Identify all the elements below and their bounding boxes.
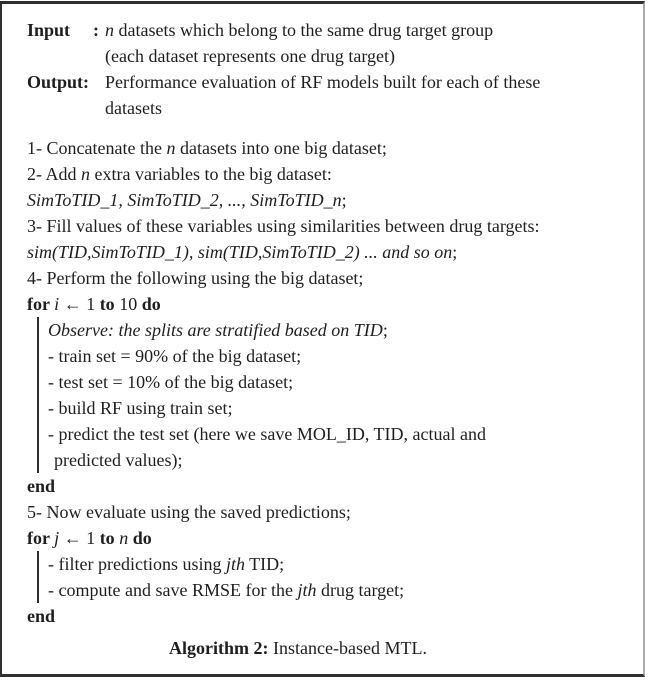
math-var-i: i (54, 294, 60, 314)
semicolon: ; (341, 190, 347, 210)
input-row (27, 17, 637, 43)
loop-limit: 10 (114, 294, 142, 314)
loop1-observe-note (48, 317, 637, 343)
output-text: Performance evaluation of RF models built for each of these (105, 72, 541, 92)
step-2-pre: 2- Add (27, 164, 81, 184)
loop1-predict-continuation: predicted values); (54, 450, 183, 470)
step-2-variables (27, 187, 637, 213)
input-continuation: (each dataset represents one drug target) (105, 46, 396, 66)
filter-post: TID; (244, 554, 285, 574)
step-1-post: datasets into one big dataset; (175, 138, 387, 158)
for-loop-2 (27, 525, 637, 551)
algorithm-box (0, 1, 645, 677)
step-3: 3- Fill values of these variables using similarities between drug targets: (27, 216, 540, 236)
loop2-filter (48, 551, 637, 577)
to-keyword: to (99, 294, 115, 314)
algorithm-caption (27, 635, 637, 661)
output-row (27, 69, 637, 95)
input-colon: : (93, 20, 99, 40)
end-keyword-1: end (27, 476, 56, 496)
step-3-similarities (27, 239, 637, 265)
for-keyword: for (27, 294, 55, 314)
do-keyword: do (132, 528, 152, 548)
sim-functions-math: sim(TID,SimToTID_1), sim(TID,SimToTID_2) ... and so on (27, 242, 453, 262)
math-var-j: j (54, 528, 60, 548)
step-1 (27, 135, 637, 161)
math-var-n: n (81, 164, 90, 184)
for-loop-1-body (37, 317, 637, 473)
loop1-build-rf: - build RF using train set; (48, 398, 233, 418)
compute-post: drug target; (316, 580, 405, 600)
compute-pre: - compute and save RMSE for the (48, 580, 298, 600)
to-keyword: to (99, 528, 115, 548)
math-var-n: n (166, 138, 176, 158)
math-var-jth: jth (297, 580, 317, 600)
step-2-post: extra variables to the big dataset: (90, 164, 332, 184)
loop-range: ← 1 (59, 528, 100, 548)
step-2 (27, 161, 637, 187)
end-keyword-2: end (27, 606, 56, 626)
caption-text: Instance-based MTL. (268, 638, 427, 658)
math-var-n: n (105, 20, 114, 40)
output-continuation: datasets (105, 98, 162, 118)
semicolon: ; (452, 242, 458, 262)
output-keyword: Output: (27, 72, 90, 92)
math-var-jth: jth (225, 554, 245, 574)
observe-note-text: Observe: the splits are stratified based on TID (48, 320, 383, 340)
input-text: datasets which belong to the same drug target group (114, 20, 494, 40)
do-keyword: do (141, 294, 161, 314)
output-label (27, 69, 99, 95)
loop-range: ← 1 (59, 294, 100, 314)
sim-variables-math: SimToTID_1, SimToTID_2, ..., SimToTID_n (27, 190, 342, 210)
semicolon: ; (382, 320, 388, 340)
step-4: 4- Perform the following using the big dataset; (27, 268, 364, 288)
io-block (27, 17, 637, 121)
loop1-train-set: - train set = 90% of the big dataset; (48, 346, 302, 366)
loop1-predict: - predict the test set (here we save MOL_ID, TID, actual and (48, 424, 487, 444)
step-5: 5- Now evaluate using the saved predictions; (27, 502, 351, 522)
step-1-pre: 1- Concatenate the (27, 138, 167, 158)
for-loop-2-body (37, 551, 637, 603)
for-loop-1 (27, 291, 637, 317)
caption-label: Algorithm 2: (169, 638, 269, 658)
for-keyword: for (27, 528, 55, 548)
input-keyword: Input (27, 20, 71, 40)
loop1-test-set: - test set = 10% of the big dataset; (48, 372, 294, 392)
input-label (27, 17, 99, 43)
math-var-n: n (114, 528, 133, 548)
loop2-compute (48, 577, 637, 603)
filter-pre: - filter predictions using (48, 554, 226, 574)
